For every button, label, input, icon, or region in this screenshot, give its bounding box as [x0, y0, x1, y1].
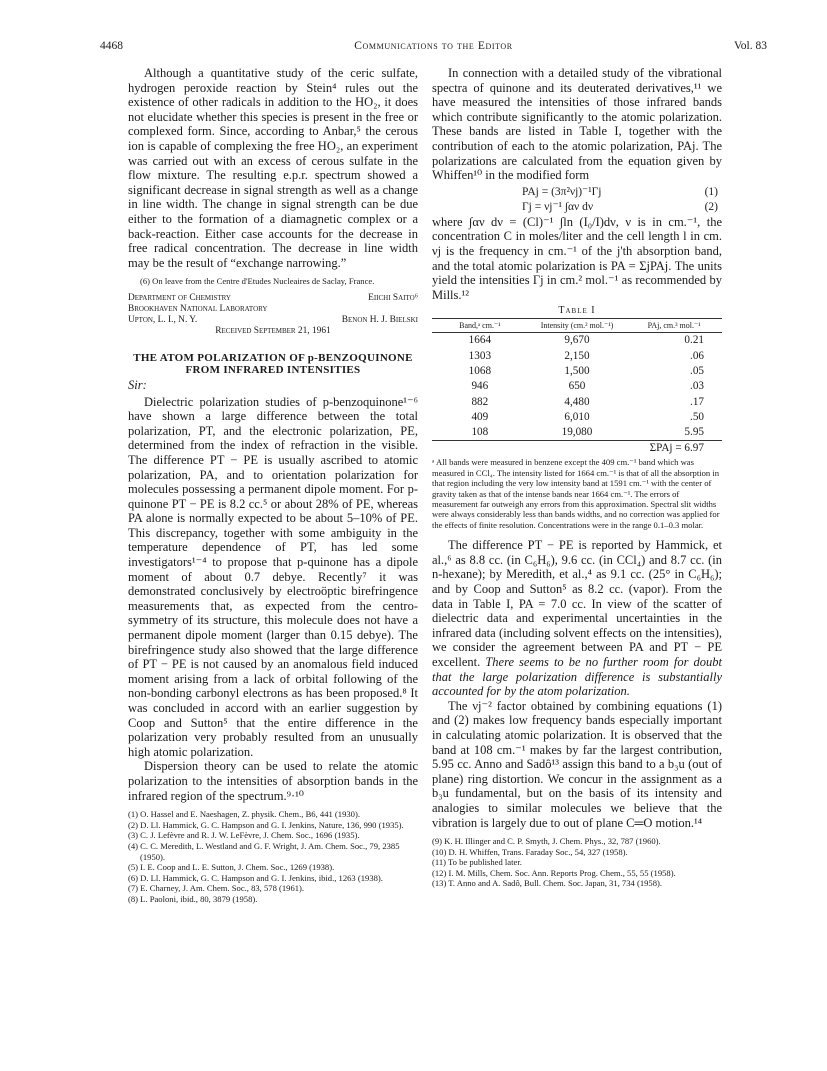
table-cell: 108 [471, 426, 489, 439]
footnote-item: (13) T. Anno and A. Sadô, Bull. Chem. Soc. Japan, 31, 734 (1958). [432, 878, 663, 889]
left-column [128, 66, 418, 905]
right-column [432, 66, 722, 889]
equation-2 [432, 200, 722, 215]
paragraph: In connection with a detailed study of the vibrational spectra of quinone and its deuterated derivatives,¹¹ we have measured the intensities of those infrared bands which contribute significantly to the atomic polarization. These bands are listed in Table I, together with the contribution of each to the atomic polarization, PAj. The polarizations are calculated from the equation given by Whiffen¹⁰ in the modified form [432, 66, 722, 183]
table-row [432, 425, 722, 440]
received-date: Received September 21, 1961 [215, 326, 331, 337]
paragraph [432, 538, 722, 699]
footnote-item: (4) C. C. Meredith, L. Westland and G. F. Wright, J. Am. Chem. Soc., 79, 2385 (1950). [128, 840, 400, 862]
equation-number: (2) [704, 200, 718, 213]
table-cell: .05 [690, 364, 704, 377]
equation-1 [432, 185, 722, 200]
equation-body: PAj = (3π²νj)⁻¹Γj [522, 185, 602, 198]
location: Upton, L. I., N. Y. [128, 315, 198, 326]
footnotes-list [128, 809, 418, 904]
footnote-item: (12) I. M. Mills, Chem. Soc. Ann. Reports Prog. Chem., 55, 55 (1958). [432, 867, 676, 878]
column-header: Band,ᵃ cm.⁻¹ [432, 319, 528, 333]
salutation: Sir: [128, 377, 147, 392]
footnote-item: (11) To be published later. [432, 857, 522, 868]
footnote-item: (9) K. H. Illinger and C. P. Smyth, J. Chem. Phys., 32, 787 (1960). [432, 836, 661, 847]
paragraph-text: The difference PT − PE is reported by Hammick, et al.,⁶ as 8.8 cc. (in C₆H₆), 9.6 cc. (in CCl₄) and 8.7 cc. (in n-hexane); by Meredith, et al.,⁴ as 9.1 cc. (25° in C₆H₆); and by Coop and Sutton⁵ as 8.2 cc. (vapor). From the data in Table I, PA = 7.0 cc. In view of the scatter of dielectric data and experimental uncertainties in the infrared data (including solvent effects on the intensities), we consider the agreement between PA and PT − PE excellent. [432, 538, 722, 669]
table-row [432, 364, 722, 379]
footnote-item: (3) C. J. Lefèvre and R. J. W. LeFèvre, J. Chem. Soc., 1696 (1935). [128, 830, 360, 841]
table-row [432, 395, 722, 410]
table-row [432, 333, 722, 349]
affiliation-block [128, 293, 418, 338]
table-cell: 1,500 [564, 364, 590, 377]
emphasis-text: There seems to be no further room for doubt that the large polarization difference is substantially accounted for by the atom polarization. [432, 654, 722, 699]
footnote-item: (1) O. Hassel and E. Naeshagen, Z. physik. Chem., B6, 441 (1930). [128, 809, 360, 820]
paragraph: Dispersion theory can be used to relate the atomic polarization to the intensities of absorption bands in the infrared region of the spectrum.⁹·¹⁰ [128, 759, 418, 803]
table-row [432, 379, 722, 394]
footnotes-list [432, 836, 722, 889]
page-header [100, 40, 767, 58]
paragraph: where ∫αν dν = (Cl)⁻¹ ∫ln (I₀/I)dν, ν is in cm.⁻¹, the concentration C in moles/liter and the cell length l in cm. νj is the frequency in cm.⁻¹ of the j'th absorption band, and the total atomic polarization is PA = ΣjPAj. The units yield the intensities Γj in cm.² mol.⁻¹ as recommended by Mills.¹² [432, 214, 722, 302]
table-cell: .50 [690, 410, 704, 423]
table-total: ΣPAj = 6.97 [432, 440, 722, 455]
column-header: PAj, cm.³ mol.⁻¹ [626, 319, 722, 333]
table-row [432, 349, 722, 364]
running-title: Communications to the Editor [354, 40, 513, 52]
footnote-item: (10) D. H. Whiffen, Trans. Faraday Soc., 54, 327 (1958). [432, 846, 628, 857]
table-cell: 0.21 [684, 334, 704, 347]
footnote-item: (7) E. Charney, J. Am. Chem. Soc., 83, 578 (1961). [128, 883, 305, 894]
footnote-item: (5) I. E. Coop and L. E. Sutton, J. Chem. Soc., 1269 (1938). [128, 862, 335, 873]
table-cell: .17 [690, 395, 704, 408]
table-cell: 1068 [468, 364, 492, 377]
table-cell: 946 [471, 380, 489, 393]
footnote-item: (6) D. Ll. Hammick, G. C. Hampson and G. I. Jenkins, ibid., 1263 (1938). [128, 872, 383, 883]
table-footnote: ᵃ All bands were measured in benzene except the 409 cm.⁻¹ band which was measured in CCl₄. The intensity listed for 1664 cm.⁻¹ is that of all the absorption in that region including the very low intensity band at 1591 cm.⁻¹ with the center of gravity taken as that of the intense bands near 1664 cm.⁻¹. The errors of measurement far outweigh any errors from this approximation. Spectral slit widths were always considerably less than bands widths, and no correction was applied for the effects of finite resolution. Concentrations were in the range 0.1–0.3 molar. [432, 457, 720, 530]
table-cell: .03 [690, 380, 704, 393]
paragraph: Dielectric polarization studies of p-benzoquinone¹⁻⁶ have shown a large difference between the total polarization, PT, and the electronic polarization, PE, determined from the index of refraction in the visible. The difference PT − PE is usually ascribed to atomic polarization, PA, and to orientation polarization for molecules possessing a permanent dipole moment. For p-quinone PT − PE is 8.2 cc.⁵ or about 28% of PE, whereas PA alone is normally expected to be about 5–10% of PE. This discrepancy, together with some ambiguity in the temperature dependence of PT, has led some investigators¹⁻⁴ to propose that p-quinone has a dipole moment of about 0.7 debye. Recently⁷ it was demonstrated conclusively by electroöptic birefringence measurements that, as expected from the centro-symmetry of its structure, this molecule does not have a permanent dipole moment (larger than 0.15 debye). The birefringence study also showed that the large difference of PT − PE is not caused by an anomalous field induced moment arising from a lack of orbital following of the non-bonding carbonyl electrons as has been proposed.⁸ It was concluded in accord with an earlier suggestion by Coop and Sutton⁵ that the entire difference in the polarization very probably resulted from an unusually high atomic polarization. [128, 394, 418, 759]
table-row [432, 410, 722, 425]
table-title: Table I [558, 305, 596, 317]
laboratory: Brookhaven National Laboratory [128, 303, 268, 314]
table-cell: 19,080 [561, 426, 593, 439]
table-cell: 6,010 [564, 410, 590, 423]
paragraph: Although a quantitative study of the ceric sulfate, hydrogen peroxide reaction by Stein⁴ rules out the existence of other radicals in addition to the HO₂, it does not elucidate whether this species is present in the free or complexed form. Since, according to Anbar,⁵ the cerous ion is capable of complexing the free HO₂, an experiment was carried out with an excess of cerous sulfate in the flow mixture. The resulting e.p.r. spectrum showed a significant decrease in signal strength as well as a change in line width. The change in signal strength can be due either to the formation of a diamagnetic complex or a back-reaction. Either case accounts for the decrease in free radical concentration. The decrease in line width may be the result of “exchange narrowing.” [128, 66, 418, 270]
footnote-6: (6) On leave from the Centre d'Etudes Nucleaires de Saclay, France. [140, 276, 375, 287]
table-cell: 5.95 [684, 426, 704, 439]
table-cell: 1664 [468, 334, 492, 347]
table-cell: 9,670 [564, 334, 590, 347]
article-title: THE ATOM POLARIZATION OF p-BENZOQUINONE FROM INFRARED INTENSITIES [133, 351, 413, 376]
table-cell: 409 [471, 410, 489, 423]
table-cell: 1303 [468, 349, 492, 362]
footnote-item: (8) L. Paoloni, ibid., 80, 3879 (1958). [128, 893, 258, 904]
paragraph: The νj⁻² factor obtained by combining equations (1) and (2) makes low frequency bands especially important in calculating atomic polarization. It is observed that the band at 108 cm.⁻¹ makes by far the largest contribution, 5.95 cc. Anno and Sadô¹³ assign this band to a b₃u (out of plane) ring distortion. We concur in the assignment as a b₃u fundamental, but on the basis of its intensity and analogies to similar molecules we believe that the vibration is largely due to out of plane C═O motion.¹⁴ [432, 698, 722, 830]
table-cell: 882 [471, 395, 489, 408]
author-name: Eiichi Saito⁶ [368, 292, 418, 303]
footnote-item: (2) D. Ll. Hammick, G. C. Hampson and G. I. Jenkins, Nature, 136, 990 (1935). [128, 819, 404, 830]
equation-number: (1) [704, 185, 718, 198]
table-cell: 2,150 [564, 349, 590, 362]
table-cell: .06 [690, 349, 704, 362]
volume-label: Vol. 83 [733, 40, 767, 52]
data-table [432, 318, 722, 440]
table-cell: 650 [568, 380, 586, 393]
column-header: Intensity (cm.² mol.⁻¹) [528, 319, 627, 333]
table-cell: 4,480 [564, 395, 590, 408]
page-number: 4468 [100, 40, 123, 52]
department: Department of Chemistry [128, 292, 231, 303]
author-name: Benon H. J. Bielski [341, 315, 418, 326]
equation-body: Γj = νj⁻¹ ∫αν dν [522, 200, 594, 213]
